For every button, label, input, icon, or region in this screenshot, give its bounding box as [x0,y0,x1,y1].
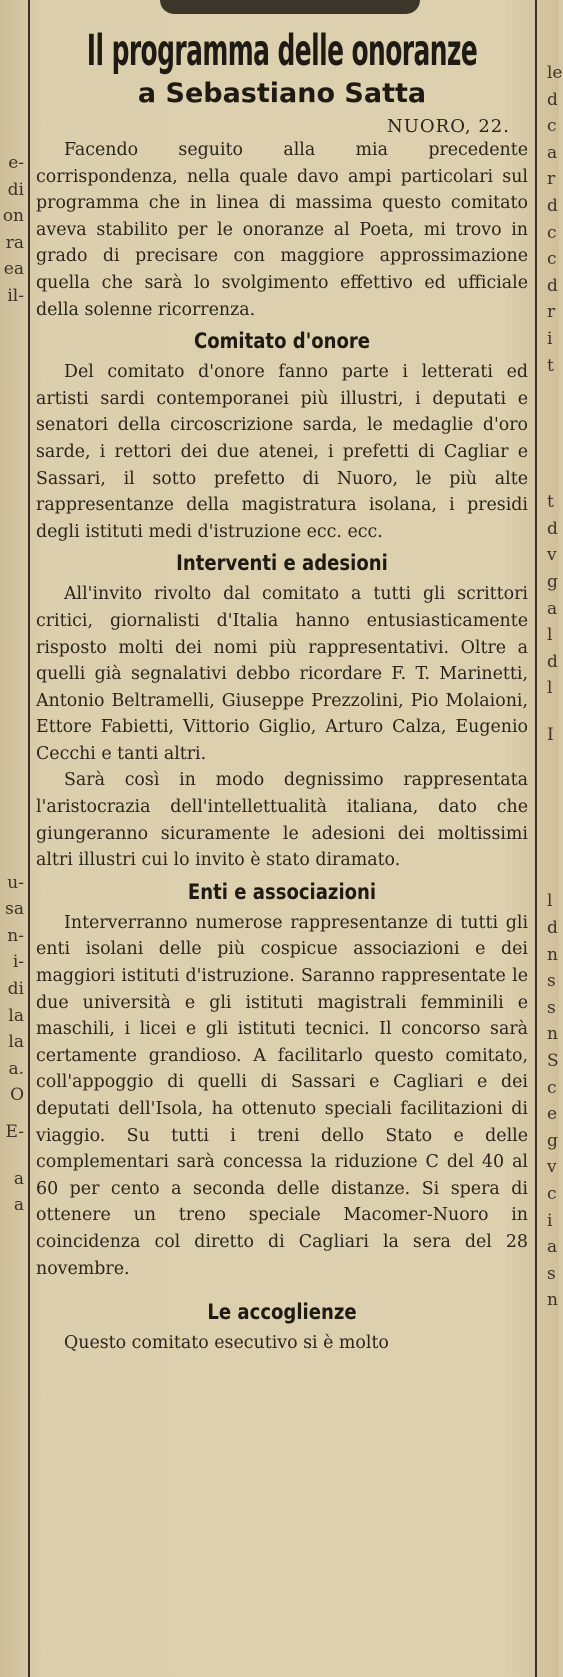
column-fragment: c [547,249,557,270]
section-paragraph: Sarà così in modo degnissimo rappresentata l'aristocrazia dell'intellettualità italiana, dato che giungeranno sicuramente le adesioni dei moltissimi altri illustri cui lo invito è stato diramato. [36,770,528,871]
column-fragment: i [547,1210,553,1231]
column-fragment: ra [5,232,24,253]
column-fragment: g [547,571,558,592]
intro-paragraph: Facendo seguito alla mia precedente corrispondenza, nella quale davo ampi particolari sul programma che in linea di massima questo comitato aveva stabilito per le onoranze al Poeta, mi trovo in grado di precisare con maggiore approssimazione quella che sarà lo svolgimento effettivo ed ufficiale della solenne ricorrenza. [36,140,528,320]
column-fragment: d [547,651,558,672]
section-heading: Le accoglienze [207,1300,357,1325]
column-fragment: i [547,328,553,349]
column-fragment: n [547,1024,558,1045]
column-fragment: ea [3,259,24,280]
column-fragment: r [547,169,556,190]
section-paragraph: Del comitato d'onore fanno parte i letterati ed artisti sardi contemporanei più illustri, i deputati e senatori della circoscrizione sarda, le medaglie d'oro sarde, i rettori dei due atenei, i prefetti di Cagliar e Sassari, il sotto prefetto di Nuoro, le più alte rappresentanze della magistratura isolana, i presidi degli istituti medi d'istruzione ecc. ecc. [36,362,528,542]
section-heading: Comitato d'onore [193,329,371,354]
column-fragment: s [547,971,556,992]
column-fragment: la [8,1005,24,1026]
column-fragment: n- [7,925,24,946]
section-paragraph: Interverranno numerose rappresentanze di tutti gli enti isolani delle più cospicue associazioni e dei maggiori istituti d'istruzione. Saranno rappresentate le due università e gli istituti magistrali femminili e maschili, i licei e gli istituti tecnici. Il concorso sarà certamente grandioso. A facilitarlo questo comitato, coll'appoggio di quelli di Sassari e Cagliari e dei deputati dell'Isola, ha ottenuto speciali facilitazioni di viaggio. Su tutti i treni dello Stato e delle complementari sarà concessa la riduzione C del 40 al 60 per cento a seconda delle distanze. Si spera di ottenere un treno speciale Macomer-Nuoro in coincidenza col diretto di Cagliari la sera del 28 novembre. [36,912,528,1279]
column-fragment: sa [5,899,24,920]
column-fragment: g [547,1130,558,1151]
column-fragment: e [547,1104,558,1125]
column-fragment: l [547,625,553,646]
column-fragment: S [547,1051,559,1072]
column-fragment: t [547,492,554,513]
dateline: NUORO, 22. [386,116,510,137]
column-fragment: s [547,997,556,1018]
column-fragment: e- [8,153,24,173]
column-fragment: d [547,275,558,296]
column-fragment: c [547,1077,557,1098]
column-fragment: I [547,724,554,745]
right-column-fragments [547,60,561,1314]
column-fragment: a [13,1195,24,1216]
column-fragment: a [547,598,558,619]
column-fragment: n [547,944,558,965]
column-fragment: v [547,1157,557,1178]
column-fragment: n [547,1290,558,1311]
section-heading: Enti e associazioni [187,879,377,904]
column-fragment: on [2,206,24,227]
column-fragment: l [547,678,553,699]
column-fragment: d [547,518,558,539]
column-fragment: c [547,116,557,137]
column-fragment: c [547,222,557,243]
column-fragment: i- [12,952,24,973]
column-fragment: l [547,891,553,912]
headline: Il programma delle onoranze [86,26,478,76]
article [36,22,528,1357]
column-fragment: di [7,179,24,200]
column-fragment: a [547,1237,558,1258]
column-fragment: d [547,89,558,110]
column-fragment: s [547,1263,556,1284]
column-fragment: v [547,545,557,566]
final-paragraph: Questo comitato esecutivo si è molto [64,1333,389,1354]
section-paragraph: All'invito rivolto dal comitato a tutti gli scrittori critici, giornalisti d'Italia hanno entusiasticamente risposto molti dei nomi più rappresentativi. Oltre a quelli già segnalativi debbo ricordare F. T. Marinetti, Antonio Beltramelli, Giuseppe Prezzolini, Pio Molaioni, Ettore Fabietti, Vittorio Giglio, Arturo Calza, Eugenio Cecchi e tanti altri. [36,584,528,764]
column-fragment: O [10,1085,24,1106]
column-rule-left [28,0,30,1677]
ink-smear [160,0,420,14]
column-fragment: d [547,195,558,216]
column-fragment: r [547,302,556,323]
column-fragment: u- [7,872,24,893]
column-fragment: d [547,918,558,939]
section-heading: Interventi e adesioni [176,551,388,576]
column-fragment: di [7,978,24,999]
column-fragment: c [547,1184,557,1204]
column-fragment: a. [8,1058,24,1079]
column-fragment: E- [5,1121,24,1142]
column-fragment: a [547,142,558,163]
column-fragment: a [13,1168,24,1189]
column-rule-right [535,0,537,1677]
column-fragment: le [547,63,563,83]
subheadline: a Sebastiano Satta [137,78,427,109]
left-column-fragments [0,150,24,1219]
column-fragment: il- [7,285,24,306]
column-fragment: la [8,1032,24,1053]
column-fragment: t [547,355,554,376]
